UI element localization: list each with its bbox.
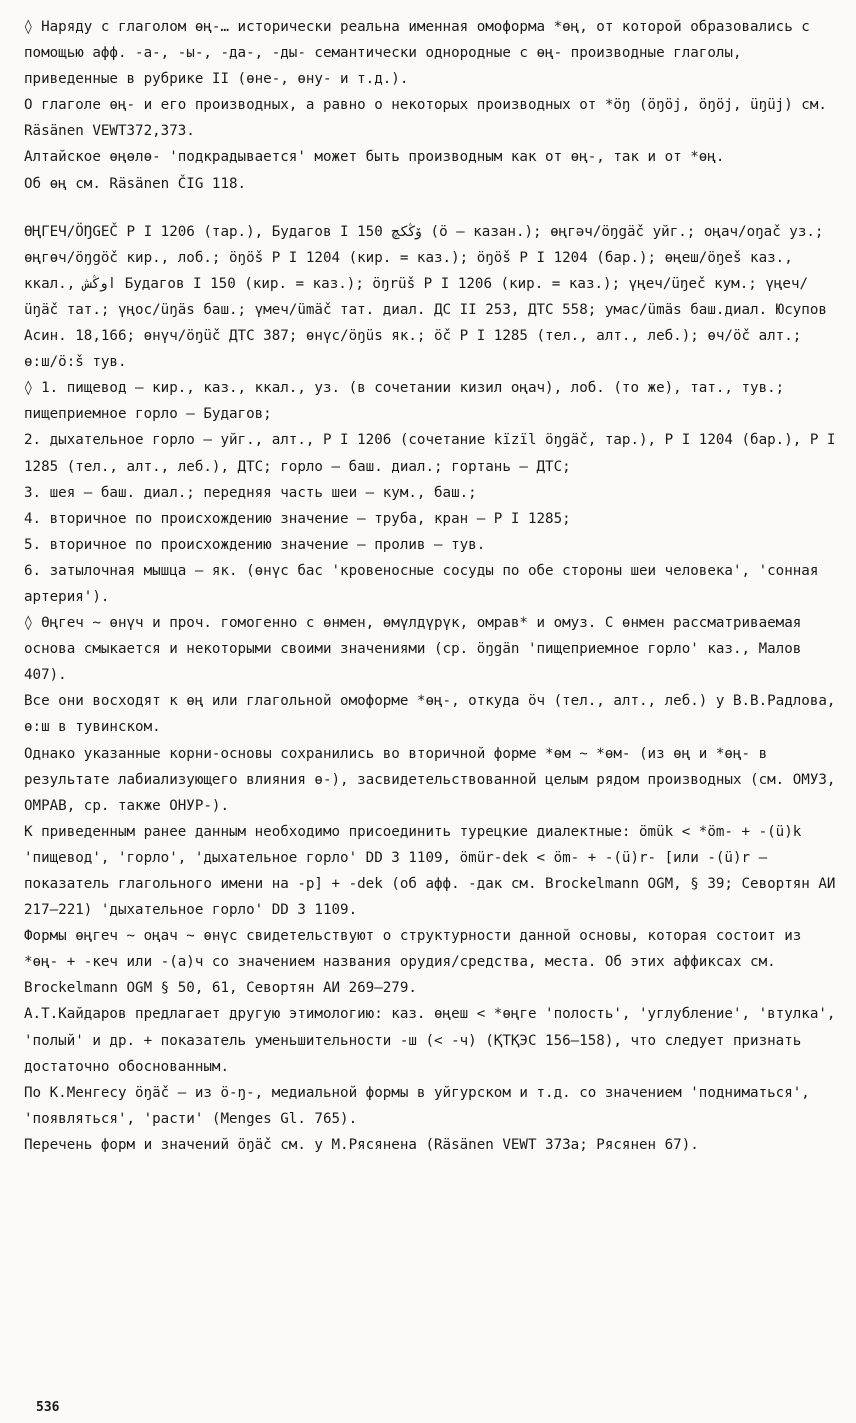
body-text: [24, 14, 840, 1158]
meaning-1: ◊ 1. пищевод – кир., каз., ккал., уз. (в сочетании кизил оңач), лоб. (то же), тат., тув.; пищеприемное горло – Будагов;: [24, 380, 785, 423]
paragraph-intro: ◊ Наряду с глаголом өң-… исторически реальна именная омоформа *өң, от которой образовались с помощью афф. -а-, -ы-, -да-, -ды- семантически однородные с өң- производные глаголы, приведенные в рубрике II (өне-, өну- и т.д.).: [24, 19, 810, 88]
etymology-kaidarov: А.Т.Кайдаров предлагает другую этимологию: каз. өңеш < *өңге 'полость', 'углубление', 'втулка', 'полый' и др. + показатель уменьшительности -ш (< -ч) (ҚТҚЭС 156–158), что следует признать достаточно обоснованным.: [24, 1006, 836, 1075]
paragraph-ref-note: Об өң см. Räsänen ČIG 118.: [24, 175, 247, 192]
etymology-structure: Формы өңгеч ~ оңач ~ өнүс свидетельствуют о структурности данной основы, которая состоит из *өң- + -кеч или -(а)ч со значением названия орудия/средства, места. Об этих аффиксах см. Brockelmann OGM § 50, 61, Севортян АИ 269–279.: [24, 928, 802, 997]
etymology-rasanen: Перечень форм и значений öŋäč см. у М.Рясянена (Räsänen VEWT 373a; Рясянен 67).: [24, 1136, 699, 1153]
etymology-radlov: Все они восходят к өң или глагольной омоформе *өң-, откуда öч (тел., алт., леб.) у В.В.Радлова, ө:ш в тувинском.: [24, 693, 836, 736]
paragraph-verb-note: О глаголе өң- и его производных, а равно о некоторых производных от *öŋ (öŋöj, öŋöj, üŋüj) см. Räsänen VEWT372,373.: [24, 97, 827, 140]
entry-headword-forms: ӨҢГЕЧ/ÖŊGEČ Р I 1206 (тар.), Будагов I 150 ۆڭكچ (ö – казан.); өңгәч/öŋgäč уйг.; оңач/oŋač уз.; өңгөч/öŋgöč кир., лоб.; öŋöš Р I 1204 (кир. = каз.); öŋöš Р I 1204 (бар.); өңеш/öŋeš каз., ккал., اوڭش Будагов I 150 (кир. = каз.); öŋrüš Р I 1206 (кир. = каз.); үңеч/üŋeč кум.; үңеч/üŋäč тат.; үңос/üŋäs баш.; үмеч/ümäč тат. диал. ДС II 253, ДТС 558; умас/ümäs баш.диал. Юсупов Асин. 18,166; өнүч/öŋüč ДТС 387; өнүс/öŋüs як.; öč Р I 1285 (тел., алт., леб.); өч/öč алт.; ө:ш/ö:š тув.: [24, 223, 827, 371]
etymology-menges: По К.Менгесу öŋäč – из ö-ŋ-, медиальной формы в уйгурском и т.д. со значением 'подниматься', 'появляться', 'расти' (Menges Gl. 765).: [24, 1084, 810, 1127]
page-number: 536: [36, 1400, 60, 1415]
etymology-paragraph: ◊ Өңгеч ~ өнүч и проч. гомогенно с өнмен, өмүлдүрүк, омрав* и омуз. С өнмен рассматриваемая основа смыкается и некоторыми своими значениями (ср. öŋgän 'пищеприемное горло' каз., Малов 407).: [24, 615, 802, 684]
etymology-secondary-form: Однако указанные корни-основы сохранились во вторичной форме *өм ~ *өм- (из өң и *өң- в результате лабиализующего влияния ө-), засвидетельствованной целым рядом производных (см. ОМУЗ, ОМРАВ, ср. также ОНУР-).: [24, 745, 836, 814]
meaning-6: 6. затылочная мышца – як. (өнүс бас 'кровеносные сосуды по обе стороны шеи человека', 'сонная артерия').: [24, 562, 819, 605]
paragraph-altai-note: Алтайское өңөлө- 'подкрадывается' может быть производным как от өң-, так и от *өң.: [24, 149, 725, 166]
meaning-5: 5. вторичное по происхождению значение – пролив – тув.: [24, 536, 486, 553]
meaning-4: 4. вторичное по происхождению значение – труба, кран – Р I 1285;: [24, 510, 571, 527]
meaning-2: 2. дыхательное горло – уйг., алт., Р I 1206 (сочетание kïzïl öŋgäč, тар.), Р I 1204 (бар.), Р I 1285 (тел., алт., леб.), ДТС; горло – баш. диал.; гортань – ДТС;: [24, 432, 836, 475]
meaning-3: 3. шея – баш. диал.; передняя часть шеи – кум., баш.;: [24, 484, 477, 501]
etymology-turkish: К приведенным ранее данным необходимо присоединить турецкие диалектные: ömük < *öm- + -(ü)k 'пищевод', 'горло', 'дыхательное горло' DD 3 1109, ömür-dek < öm- + -(ü)r- [или -(ü)r – показатель глагольного имени на -р] + -dek (об афф. -дак см. Brockelmann OGM, § 39; Севортян АИ 217–221) 'дыхательное горло' DD 3 1109.: [24, 823, 836, 919]
section-gap: [24, 197, 840, 219]
